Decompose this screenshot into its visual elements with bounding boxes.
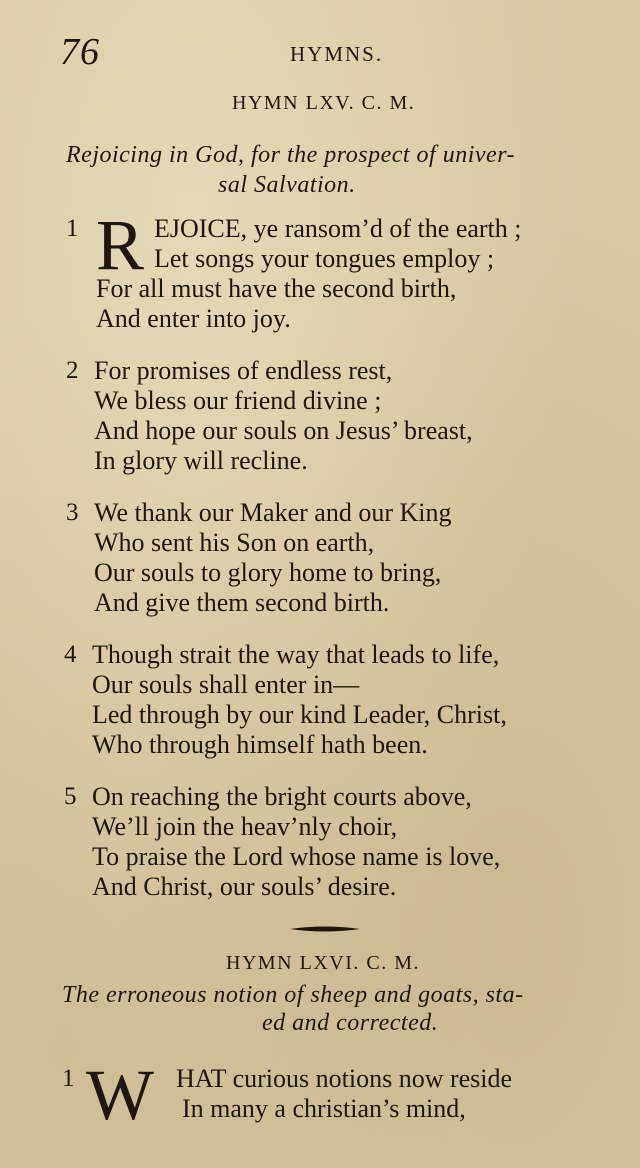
page-number: 76: [60, 31, 100, 73]
ornamental-rule: [290, 924, 360, 934]
hymn-65-subtitle-line-1: Rejoicing in God, for the prospect of univer-: [66, 142, 516, 168]
verse-line: Though strait the way that leads to life,: [92, 640, 500, 669]
verse-line: Who through himself hath been.: [92, 730, 428, 759]
stanza-number: 5: [64, 783, 77, 810]
verse-line: In many a christian’s mind,: [182, 1094, 466, 1123]
verse-line: And Christ, our souls’ desire.: [92, 872, 397, 901]
verse-line: To praise the Lord whose name is love,: [92, 842, 501, 871]
verse-line: And hope our souls on Jesus’ breast,: [94, 416, 473, 445]
stanza-number: 2: [66, 357, 79, 384]
hymn-65-subtitle-line-2: sal Salvation.: [218, 172, 356, 198]
verse-line: We bless our friend divine ;: [94, 386, 382, 415]
hymn-65-title: HYMN LXV. C. M.: [232, 92, 416, 114]
verse-line: Let songs your tongues employ ;: [154, 244, 495, 273]
verse-line: Our souls shall enter in—: [92, 670, 360, 699]
stanza-number: 1: [66, 215, 79, 242]
verse-line: EJOICE, ye ransom’d of the earth ;: [154, 214, 522, 243]
verse-line: HAT curious notions now reside: [176, 1064, 513, 1093]
stanza-number: 1: [62, 1065, 75, 1092]
verse-line: Led through by our kind Leader, Christ,: [92, 700, 507, 729]
hymn-66-subtitle-line-2: ed and corrected.: [262, 1010, 439, 1036]
verse-line: For all must have the second birth,: [96, 274, 457, 303]
verse-line: Our souls to glory home to bring,: [94, 558, 442, 587]
hymn-66-title: HYMN LXVI. C. M.: [226, 952, 420, 974]
verse-line: For promises of endless rest,: [94, 356, 393, 385]
running-title: HYMNS.: [290, 42, 384, 66]
verse-line: In glory will recline.: [94, 446, 308, 475]
verse-line: Who sent his Son on earth,: [94, 528, 375, 557]
verse-line: On reaching the bright courts above,: [92, 782, 472, 811]
verse-line: We’ll join the heav’nly choir,: [92, 812, 398, 841]
drop-cap: W: [86, 1055, 154, 1135]
hymn-66-subtitle-line-1: The erroneous notion of sheep and goats, sta-: [62, 982, 524, 1008]
stanza-number: 3: [66, 499, 79, 526]
drop-cap: R: [96, 205, 145, 285]
running-head: [60, 30, 600, 73]
verse-line: And enter into joy.: [96, 304, 291, 333]
stanza-number: 4: [64, 641, 77, 668]
verse-line: We thank our Maker and our King: [94, 498, 452, 527]
verse-line: And give them second birth.: [94, 588, 390, 617]
